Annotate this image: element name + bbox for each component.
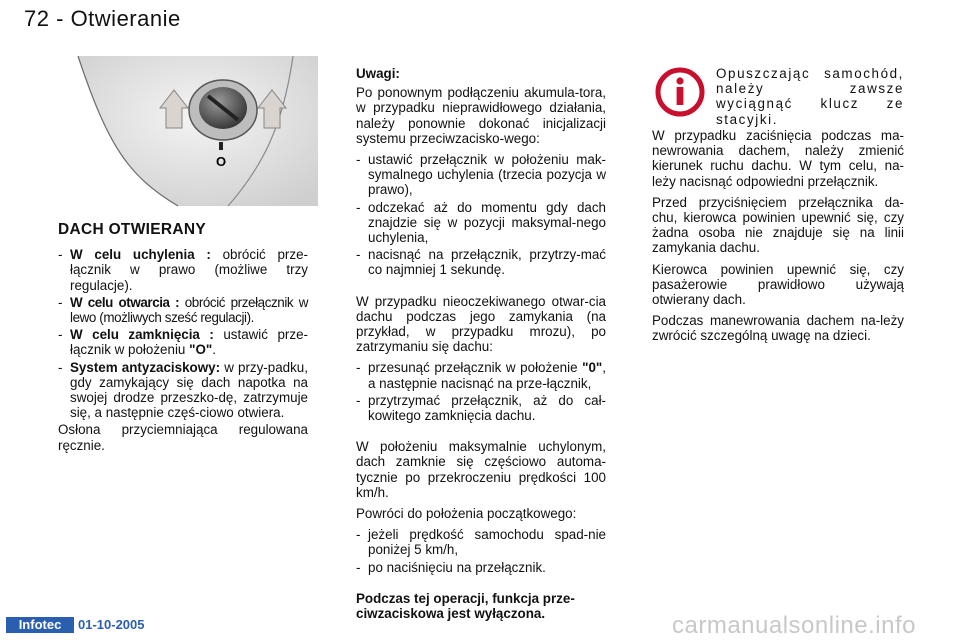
paragraph: Podczas manewrowania dachem na-leży zwrócić szczególną uwagę na dzieci. [652, 313, 904, 344]
list-item: - przytrzymać przełącznik, aż do cał-kowitego zamknięcia dachu. [356, 392, 606, 424]
intro-text: Po ponownym podłączeniu akumula-tora, w przypadku nieprawidłowego działania, należy ponownie dokonać inicjalizacji systemu przeciwzacisko-wego: [356, 85, 606, 146]
remarks-heading: Uwagi: [356, 66, 400, 81]
list-item: - jeżeli prędkość samochodu spad-nie poniżej 5 km/h, [356, 527, 606, 558]
list-item: - po naciśnięciu na przełącznik. [356, 559, 546, 575]
list-item: - nacisnąć na przełącznik, przytrzy-mać co najmniej 1 sekundę. [356, 247, 606, 278]
paragraph: W przypadku zaciśnięcia podczas ma-newrowania dachem, należy zmienić kierunek ruchu dachu. W tym celu, na-leży nacisnąć odpowiedni przełącznik. [652, 128, 904, 189]
bold-note: Podczas tej operacji, funkcja prze-ciwzaciskowa jest wyłączona. [356, 590, 575, 622]
paragraph: Kierowca powinien upewnić się, czy pasażerowie prawidłowo używają otwierany dach. [652, 261, 904, 308]
paragraph: Przed przyciśnięciem przełącznika da-chu, kierowca powinien upewnić się, czy żadna osoba nie znajduje się na linii zamykania dachu. [652, 194, 904, 256]
list-item: - odczekać aż do momentu gdy dach znajdzie się w pozycji maksymal-nego uchylenia, [356, 199, 606, 246]
watermark: carmanualsonline.info [672, 612, 916, 639]
paragraph: Powróci do położenia początkowego: [356, 506, 577, 522]
list-item: - W celu otwarcia : obrócić przełącznik w lewo (możliwych sześć regulacji). [58, 294, 308, 326]
paragraph: W przypadku nieoczekiwanego otwar-cia dachu podczas jego zamykania (na przykład, w przypadku mrozu), po zatrzymaniu się dachu: [356, 293, 606, 355]
list-item: - przesunąć przełącznik w położenie "0", a następnie nacisnąć na prze-łącznik, [356, 360, 606, 391]
infotec-badge: Infotec [6, 617, 74, 633]
header-separator: - [56, 6, 64, 31]
page-number: 72 [24, 6, 50, 31]
list-item: - System antyzaciskowy: w przy-padku, gdy zamykający się dach napotka na swojej drodze przeszko-dę, zatrzymuje się, a następnie częś-ciowo otwiera. [58, 359, 308, 421]
list-item: - W celu zamknięcia : ustawić prze-łącznik w położeniu "O". [58, 327, 308, 358]
roof-switch-illustration [68, 56, 318, 211]
list-item: - W celu uchylenia : obrócić prze-łącznik w prawo (możliwe trzy regulacje). [58, 247, 308, 293]
section-heading: DACH OTWIERANY [58, 221, 206, 238]
column-safety [652, 128, 904, 350]
note-text: Osłona przyciemniająca regulowana ręcznie. [58, 422, 308, 453]
section-title: Otwieranie [70, 6, 181, 31]
switch-position-mark: O [215, 154, 227, 169]
print-date: 01-10-2005 [78, 617, 145, 632]
list-item: - ustawić przełącznik w położeniu mak-symalnego uchylenia (trzecia pozycja w prawo), [356, 152, 606, 198]
column-sunroof [58, 222, 308, 459]
paragraph: W położeniu maksymalnie uchylonym, dach zamknie się częściowo automa-tycznie po przekroczeniu prędkości 100 km/h. [356, 439, 606, 500]
info-warning-icon [654, 66, 706, 118]
page-header [24, 6, 181, 32]
column-remarks [356, 66, 606, 627]
warning-text: Opuszczając samochód, należy zawsze wyciągnąć klucz ze stacyjki. [716, 66, 904, 127]
